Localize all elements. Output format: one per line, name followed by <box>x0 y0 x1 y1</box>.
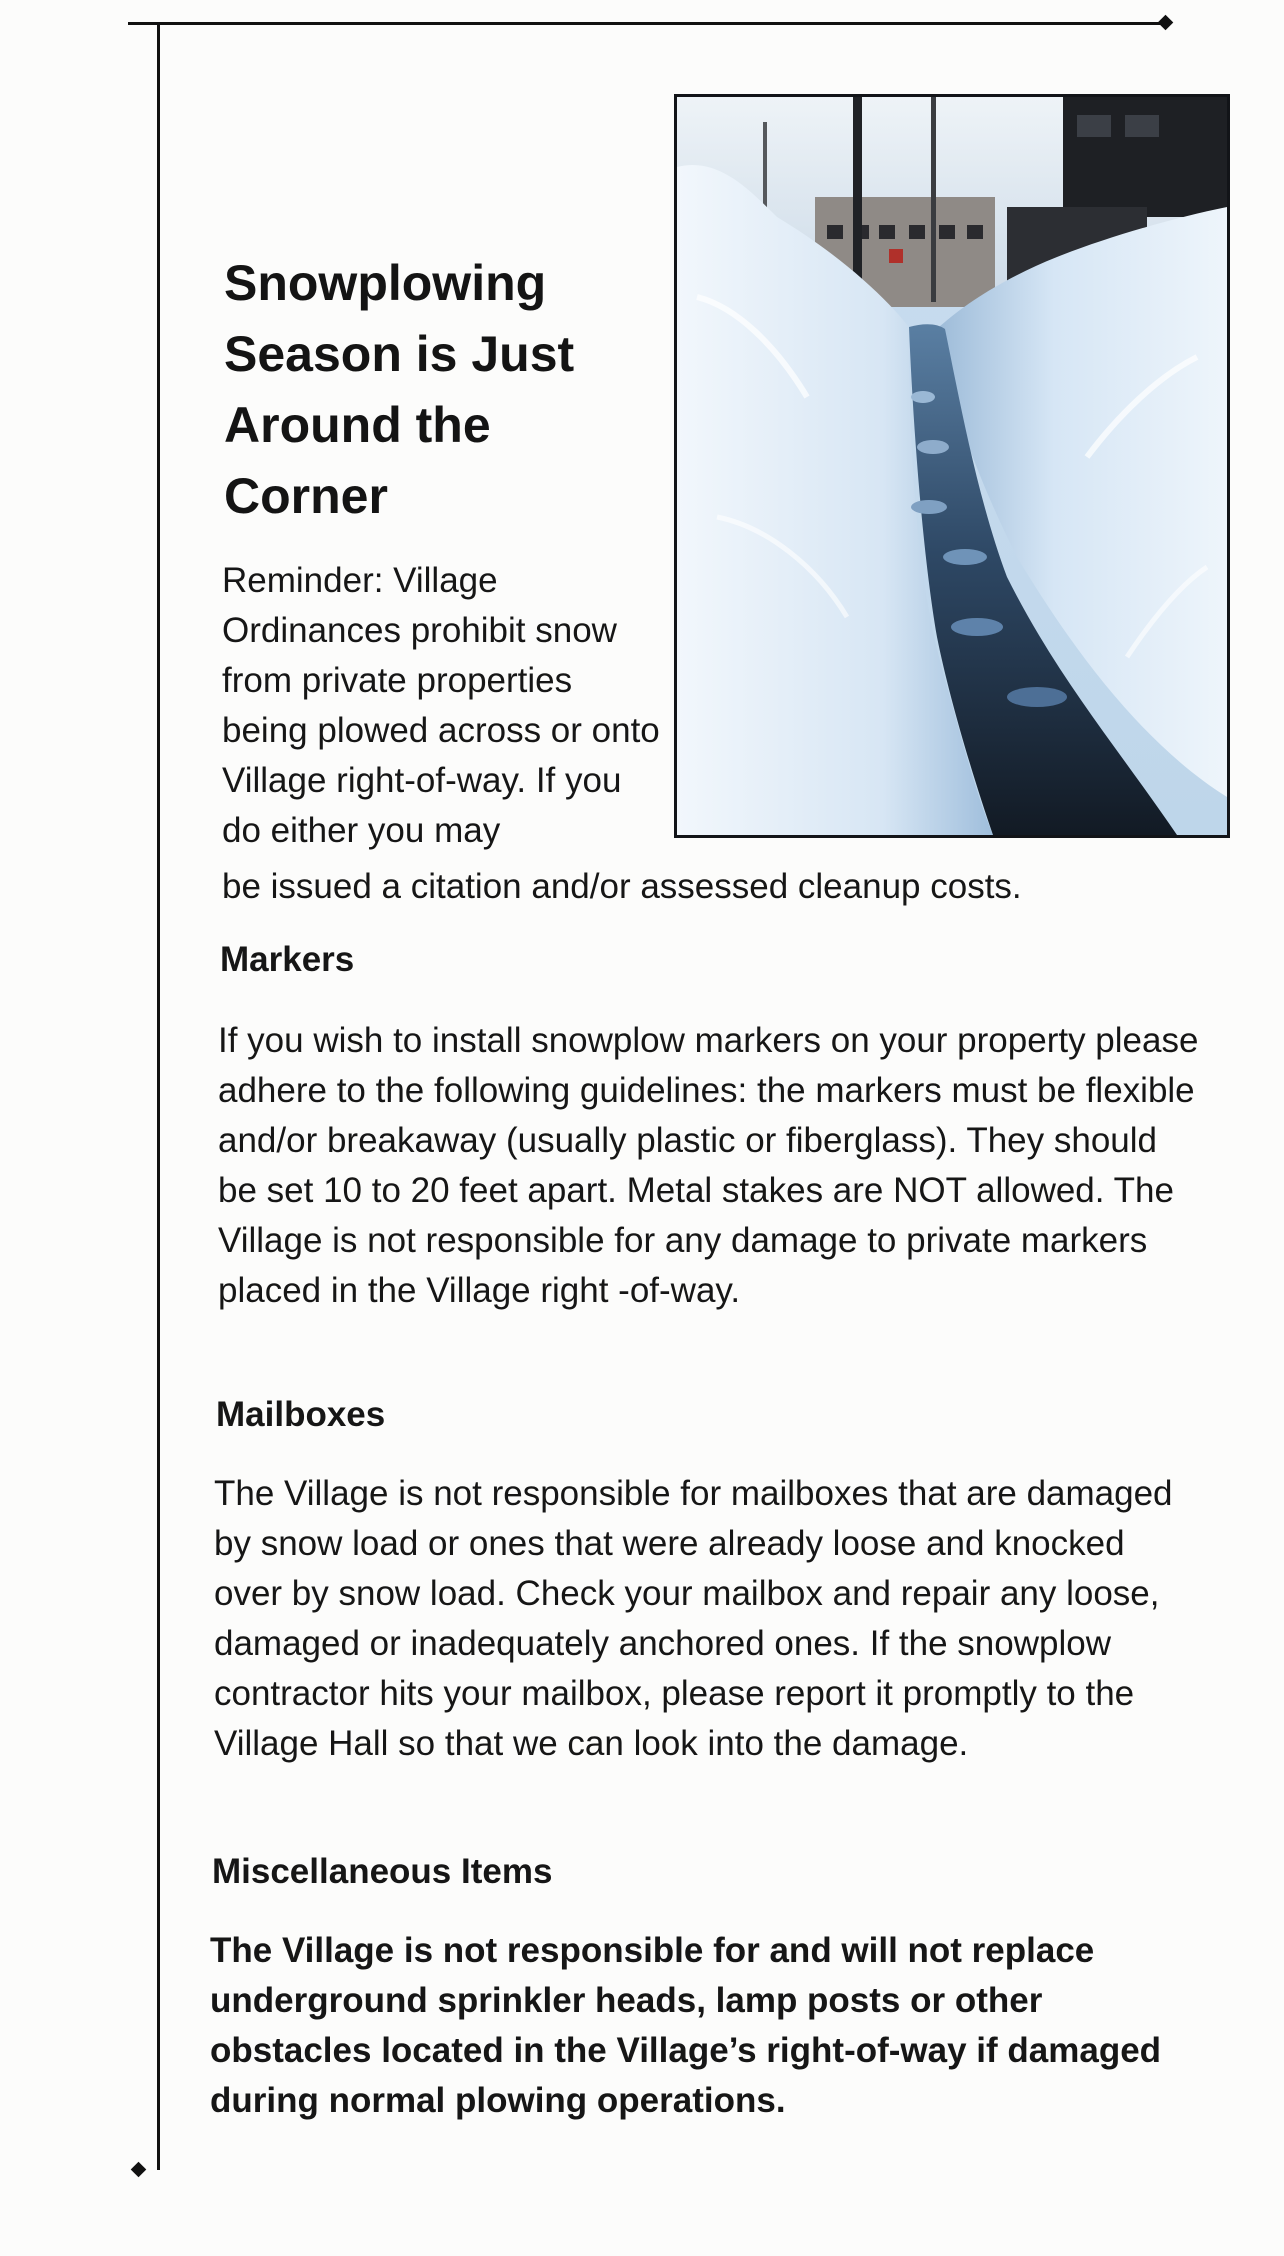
snow-path-photo <box>674 94 1230 838</box>
mailboxes-paragraph: The Village is not responsible for mailboxes that are damaged by snow load or ones that were already loose and knocked over by snow load. Check your mailbox and repair any loose, damaged or inadequately anchored ones. If the snowplow contractor hits your mailbox, please report it promptly to the Village Hall so that we can look into the damage. <box>214 1474 1173 1763</box>
top-border-rule <box>128 22 1168 25</box>
miscellaneous-heading: Miscellaneous Items <box>212 1852 553 1891</box>
markers-paragraph: If you wish to install snowplow markers on your property please adhere to the following guidelines: the markers must be flexible and/or breakaway (usually plastic or fiberglass). They should be set 10 to 20 feet apart. Metal stakes are NOT allowed. The Village is not responsible for any damage to private markers placed in the Village right -of-way. <box>218 1021 1199 1310</box>
left-border-rule <box>157 23 160 2170</box>
article-title: Snowplowing Season is Just Around the Corner <box>224 255 575 524</box>
mailboxes-heading: Mailboxes <box>216 1395 386 1434</box>
intro-paragraph: Reminder: Village Ordinances prohibit snow from private properties being plowed across or onto Village right-of-way. If you do either you may <box>222 561 660 850</box>
miscellaneous-paragraph: The Village is not responsible for and will not replace underground sprinkler heads, lamp posts or other obstacles located in the Village’s right-of-way if damaged during normal plowing operations. <box>210 1931 1162 2120</box>
markers-heading: Markers <box>220 940 355 979</box>
left-rule-arrow <box>131 2162 147 2178</box>
intro-paragraph-continuation: be issued a citation and/or assessed cleanup costs. <box>222 867 1022 906</box>
top-rule-arrow <box>1158 15 1174 31</box>
